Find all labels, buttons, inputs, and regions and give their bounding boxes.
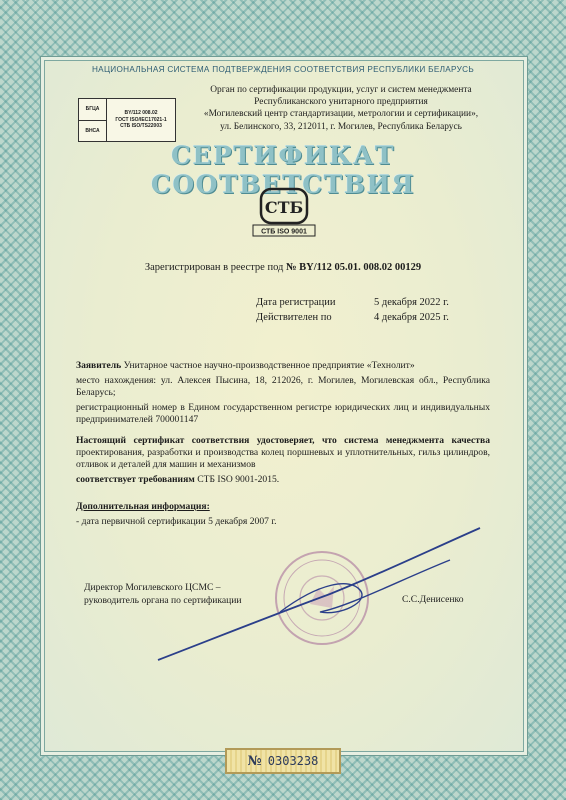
organ-line-4: ул. Белинского, 33, 212011, г. Могилев, Республика Беларусь	[220, 121, 462, 132]
accreditation-label-1: БГЦА	[79, 99, 106, 121]
requirements-label: соответствует требованиям	[76, 474, 195, 485]
registry-number-line	[44, 262, 522, 273]
accreditation-box	[78, 98, 176, 142]
serial-number-sign: №	[247, 753, 262, 769]
certificate-title: СЕРТИФИКАТ СООТВЕТСТВИЯ	[150, 141, 416, 199]
certificate-body	[76, 360, 490, 531]
applicant-address: место нахождения: ул. Алексея Пысина, 18, 212026, г. Могилев, Могилевская обл., Республика Беларусь;	[76, 375, 490, 398]
signatory-name: С.С.Денисенко	[402, 594, 464, 605]
applicant-paragraph	[76, 360, 490, 372]
stb-iso-logo-icon	[249, 187, 319, 237]
signatory-line-2: руководитель органа по сертификации	[84, 594, 242, 606]
registration-date-label: Дата регистрации	[256, 297, 336, 308]
accreditation-label-2: ВНСА	[85, 127, 100, 134]
logo-mark: СТБ	[264, 198, 304, 217]
dates-block	[256, 295, 449, 325]
national-system-header: НАЦИОНАЛЬНАЯ СИСТЕМА ПОДТВЕРЖДЕНИЯ СООТВЕТСТВИЯ РЕСПУБЛИКИ БЕЛАРУСЬ	[91, 65, 475, 74]
registration-date-value: 5 декабря 2022 г.	[374, 297, 449, 308]
certifies-scope: проектирования, разработки и производства колец поршневых и уплотнительных, гильз цилиндров, отливок и деталей для машин и механизмов	[76, 447, 490, 470]
certifies-lead: Настоящий сертификат соответствия удостоверяет, что система менеджмента качества	[76, 435, 490, 446]
requirements-value: СТБ ISO 9001-2015.	[197, 474, 280, 485]
organ-line-1: Орган по сертификации продукции, услуг и систем менеджмента	[210, 85, 472, 95]
accreditation-code-1: BY/112 008.02	[124, 110, 158, 117]
applicant-registration-text: регистрационный номер в Едином государственном регистре юридических лиц и индивидуальных предпринимателей	[76, 402, 490, 425]
signatory-title	[84, 582, 242, 607]
applicant-label: Заявитель	[76, 360, 122, 371]
organ-line-2: Республиканского унитарного предприятия	[254, 97, 428, 108]
accreditation-code-3: СТБ ISO/TS22003	[120, 123, 162, 130]
organ-line-3: «Могилевский центр стандартизации, метрологии и сертификации»,	[203, 109, 479, 120]
additional-info-label: Дополнительная информация:	[76, 501, 210, 512]
applicant-registration-number: 700001147	[155, 414, 199, 425]
applicant-name: Унитарное частное научно-производственное предприятие «Технолит»	[123, 360, 415, 371]
signatory-line-1: Директор Могилевского ЦСМС –	[84, 582, 221, 593]
serial-number: 0303238	[267, 754, 319, 768]
accreditation-code-2: ГОСТ ISO/IEC17021-1	[115, 116, 167, 123]
certification-body-block	[180, 84, 502, 133]
requirements-line	[76, 474, 490, 486]
serial-number-plate	[225, 748, 341, 774]
valid-until-label: Действителен по	[256, 312, 332, 323]
registry-prefix: Зарегистрирован в реестре под	[144, 262, 284, 273]
valid-until-value: 4 декабря 2025 г.	[374, 312, 449, 323]
logo-caption: СТБ ISO 9001	[261, 228, 307, 236]
additional-info-text: - дата первичной сертификации 5 декабря 2007 г.	[76, 516, 277, 527]
registry-number: № BY/112 05.01. 008.02 00129	[285, 262, 422, 273]
applicant-registration	[76, 402, 490, 426]
certifies-paragraph	[76, 435, 490, 471]
